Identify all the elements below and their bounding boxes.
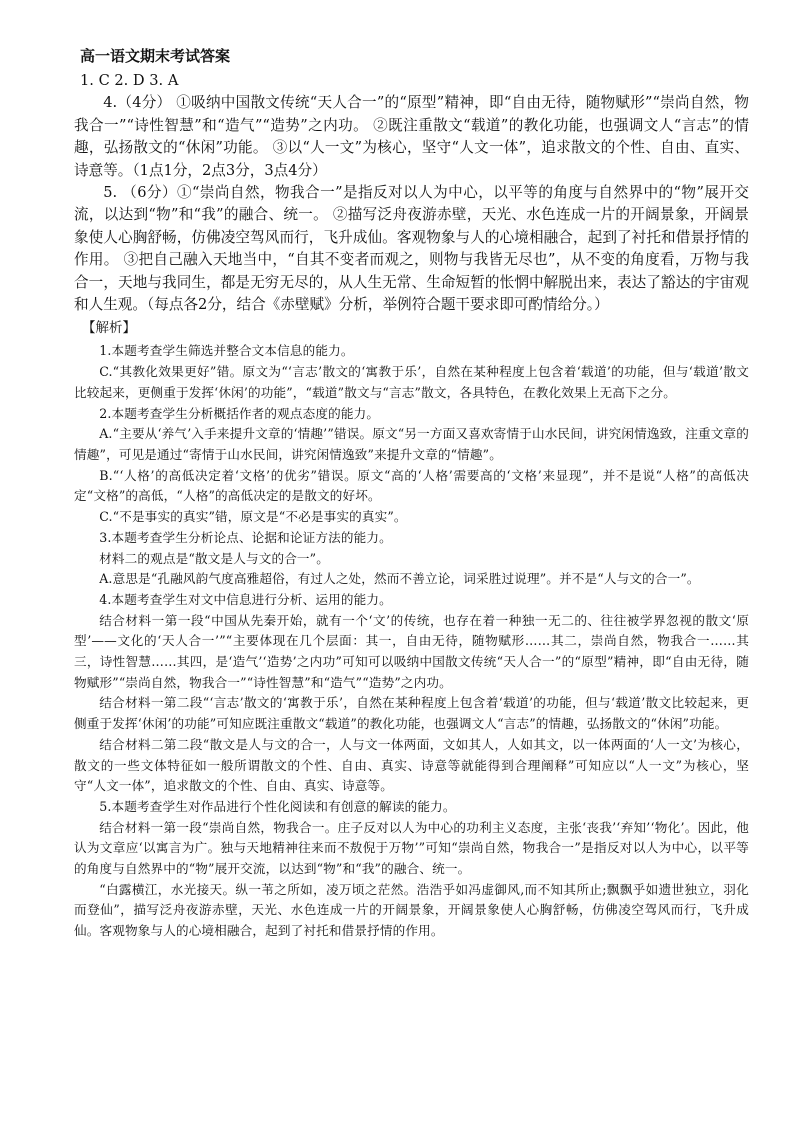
- analysis-q5-head: 5.本题考查学生对作品进行个性化阅读和有创意的解读的能力。: [99, 798, 456, 814]
- analysis-q2-option-b: B.“‘人格’的高低决定着‘文格’的优劣”错误。原文“高的‘人格’需要高的‘文格’来显现”，并不是说“人格”的高低决定“文格”的高低，“人格”的高低决定的是散文的好坏。: [74, 467, 749, 504]
- answer-question-4: 4.（4分） ①吸纳中国散文传统“天人合一”的“原型”精神，即“自由无待，随物赋形”“崇尚自然，物我合一”“诗性智慧”和“造气”“造势”之内功。 ②既注重散文“载道”的教化功能，也强调文人“言志”的情趣，弘扬散文的“休闲”功能。 ③以“人一文”为核心，坚守“人文一体”，追求散文的个性、自由、直实、诗意等。（1点1分，2点3分，3点4分）: [74, 94, 749, 179]
- analysis-q1-option-c: C.“其教化效果更好”错。原文为“‘言志’散文的‘寓教于乐’，自然在某种程度上包含着‘载道’的功能，但与‘载道’散文比较起来，更侧重于发挥‘休闲’的功能”，“载道”散文与“言志”散文，各具特色，在教化效果上无高下之分。: [74, 364, 749, 400]
- analysis-label: 【解析】: [82, 320, 136, 337]
- analysis-q4-point-3: 结合材料二第二段“散文是人与文的合一，人与文一体两面，文如其人，人如其文，以一体两面的‘人一文’为核心，散文的一些文体特征如一般所谓散文的个性、自由、真实、诗意等就能得到合理阐释”可知应以“人一文”为核心，坚守“人文一体”，追求散文的个性、自由、真实、诗意等。: [74, 736, 749, 794]
- answer-question-5: 5. （6分）①“崇尚自然，物我合一”是指反对以人为中心，以平等的角度与自然界中的“物”展开交流，以达到“物”和“我”的融合、统一。 ②描写泛舟夜游赤壁，天光、水色连成一片的开阔景象，开阔景象使人心胸舒畅，仿佛凌空驾风而行，飞升成仙。客观物象与人的心境相融合，起到了衬托和借景抒情的作用。 ③把自己融入天地当中，“自其不变者而观之，则物与我皆无尽也”，从不变的角度看，万物与我合一，天地与我同生，都是无穷无尽的，从人生无常、生命短暂的怅惘中解脱出来，表达了豁达的宇宙观和人生观。（每点各2分，结合《赤壁赋》分析，举例符合题干要求即可酌情给分。）: [74, 184, 749, 314]
- answer-choice-1-3: 1. C 2. D 3. A: [80, 72, 179, 89]
- analysis-section: [74, 341, 749, 941]
- document-title: 高一语文期末考试答案: [80, 47, 231, 65]
- analysis-q3-viewpoint: 材料二的观点是“散文是人与文的合一”。: [99, 550, 330, 566]
- analysis-q4-point-1: 结合材料一第一段“中国从先秦开始，就有一个‘文’的传统，也存在着一种独一无二的、往往被学界忽视的散文‘原型’——文化的‘天人合一’”“主要体现在几个层面：其一，自由无待，随物赋形……其二，崇尚自然，物我合一……其三，诗性智慧……其四，是‘造气’‘造势’之内功”可知可以吸纳中国散文传统“天人合一”的“原型”精神，即“自由无待，随物赋形”“崇尚自然，物我合一”“诗性智慧”和“造气”“造势”之内功。: [74, 612, 749, 690]
- answer-document: [74, 46, 749, 942]
- analysis-q4-head: 4.本题考查学生对文中信息进行分析、运用的能力。: [99, 591, 392, 607]
- analysis-q2-option-c: C.“不是事实的真实”错，原文是“不必是事实的真实”。: [99, 509, 407, 525]
- analysis-q3-head: 3.本题考查学生分析论点、论据和论证方法的能力。: [99, 529, 392, 545]
- analysis-q1-head: 1.本题考查学生筛选并整合文本信息的能力。: [99, 343, 354, 359]
- analysis-q5-point-2: “白露横江，水光接天。纵一苇之所如，凌万顷之茫然。浩浩乎如冯虚御风,而不知其所止;飘飘乎如遗世独立，羽化而登仙”，描写泛舟夜游赤壁，天光、水色连成一片的开阔景象，开阔景象使人心胸舒畅，仿佛凌空驾风而行，飞升成仙。客观物象与人的心境相融合，起到了衬托和借景抒情的作用。: [74, 881, 749, 939]
- analysis-q2-option-a: A.“主要从‘养气’入手来提升文章的‘情趣’”错误。原文“另一方面又喜欢寄情于山水民间，讲究闲情逸致，注重文章的情趣”，可见是通过“寄情于山水民间，讲究闲情逸致”来提升文章的“情趣”。: [74, 426, 749, 462]
- analysis-q3-option-a: A.意思是“孔融风韵气度高雅超俗，有过人之处，然而不善立论，词采胜过说理”。并不是“人与文的合一”。: [99, 571, 700, 587]
- analysis-q4-point-2: 结合材料一第二段“‘言志’散文的‘寓教于乐’，自然在某种程度上包含着‘载道’的功能，但与‘载道’散文比较起来，更侧重于发挥‘休闲’的功能”可知应既注重散文“载道”的教化功能，也强调文人“言志”的情趣，弘扬散文的“休闲”功能。: [74, 695, 749, 732]
- analysis-q2-head: 2.本题考查学生分析概括作者的观点态度的能力。: [99, 405, 380, 421]
- analysis-q5-point-1: 结合材料一第一段“崇尚自然，物我合一。庄子反对以人为中心的功利主义态度，主张‘丧我’‘弃知’‘物化’。因此，他认为文章应‘以寓言为广。独与天地精神往来而不敖倪于万物’”可知“崇尚自然，物我合一”是指反对以人为中心，以平等的角度与自然界中的“物”展开交流，以达到“物”和“我”的融合、统一。: [74, 819, 749, 877]
